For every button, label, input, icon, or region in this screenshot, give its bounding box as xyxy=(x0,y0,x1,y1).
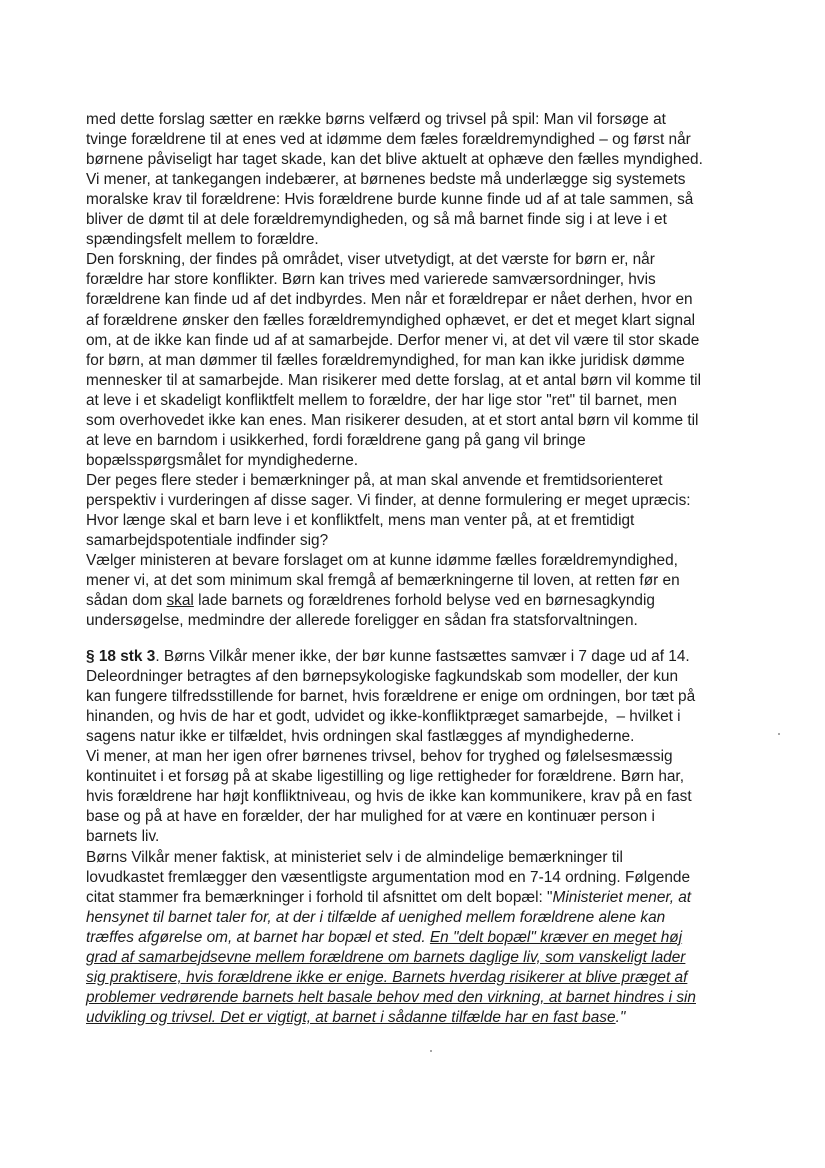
text-segment: børnene påviseligt har taget skade, kan det blive aktuelt at ophæve den fælles myndighed. xyxy=(86,151,703,169)
text-segment: træffes afgørelse om, at barnet har bopæl et sted. xyxy=(86,928,430,946)
text-segment: kontinuitet i et forsøg på at skabe ligestilling og lige rettigheder for forældrene. Børn har, xyxy=(86,768,684,786)
text-segment: Den forskning, der findes på området, viser utvetydigt, at det værste for børn er, når xyxy=(86,251,655,269)
text-line xyxy=(86,948,685,968)
text-segment: Hvor længe skal et barn leve i et konfliktfelt, mens man venter på, at et fremtidigt xyxy=(86,512,635,529)
text-line xyxy=(86,787,692,807)
text-line xyxy=(86,130,691,150)
text-line xyxy=(86,767,684,787)
text-segment: sagens natur ikke er tilfældet, hvis ordningen skal fastlægges af myndighederne. xyxy=(86,728,635,746)
text-line xyxy=(86,747,673,767)
text-segment: Vi mener, at man her igen ofrer børnenes trivsel, behov for tryghed og følelsesmæssig xyxy=(86,748,673,766)
text-line xyxy=(86,491,691,511)
text-segment: base og på at have en forælder, der har mulighed for at være en kontinuær person i xyxy=(86,808,655,826)
text-line xyxy=(86,371,701,391)
text-segment: tvinge forældrene til at enes ved at idømme dem fæles forældremyndighed – og først når xyxy=(86,131,691,149)
text-line xyxy=(86,928,682,948)
text-segment: bliver de dømt til at dele forældremyndigheden, og så må barnet finde sig i at leve i et xyxy=(86,211,667,229)
text-line xyxy=(86,968,687,988)
text-segment: Der peges flere steder i bemærkninger på, at man skal anvende et fremtidsorienteret xyxy=(86,471,663,489)
text-segment: kan fungere tilfredsstillende for barnet, hvis forældrene er enige om ordningen, bor tæt på xyxy=(86,688,696,706)
scan-speck xyxy=(778,733,780,735)
text-line xyxy=(86,611,638,631)
text-segment: moralske krav til forældrene: Hvis forældrene burde kunne finde ud af at tale sammen, så xyxy=(86,191,694,209)
scan-speck xyxy=(430,1050,432,1052)
text-segment: samarbejdspotentiale indfinder sig? xyxy=(86,532,329,550)
text-line xyxy=(86,647,690,667)
text-line xyxy=(86,431,586,451)
text-segment: mennesker til at samarbejde. Man risikerer med dette forslag, at et antal børn vil komme til xyxy=(86,371,702,389)
text-segment: skal xyxy=(166,592,194,610)
text-line xyxy=(86,150,703,170)
text-segment: perspektiv i vurderingen af disse sager. Vi finder, at denne formulering er meget upræcis: xyxy=(86,491,691,509)
text-segment: som overhovedet ikke kan enes. Man risikerer desuden, at et stort antal børn vil komme til xyxy=(86,411,699,429)
text-line xyxy=(86,687,695,707)
text-line xyxy=(86,707,681,727)
text-segment: En "delt bopæl" kræver en meget høj xyxy=(429,928,683,946)
text-segment: med dette forslag sætter en række børns velfærd og trivsel på spil: Man vil forsøge at xyxy=(86,111,666,128)
text-line xyxy=(86,331,699,351)
text-segment: ." xyxy=(615,1008,626,1026)
text-segment: . Børns Vilkår mener ikke, der bør kunne fastsættes samvær i 7 dage ud af 14. xyxy=(155,648,690,665)
text-line xyxy=(86,591,655,611)
text-line xyxy=(86,451,358,471)
text-segment: spændingsfelt mellem to forældre. xyxy=(86,231,319,249)
text-segment: sig praktisere, hvis forældrene ikke er enige. Barnets hverdag risikerer at blive præget af xyxy=(86,968,688,986)
text-line xyxy=(86,311,695,331)
text-line xyxy=(86,888,691,908)
text-segment: § 18 stk 3 xyxy=(86,648,156,665)
text-segment: lade barnets og forældrenes forhold belyse ved en børnesagkyndig xyxy=(193,592,655,610)
text-segment: af forældrene ønsker den fælles forældremyndighed ophævet, er det et meget klart signal xyxy=(86,311,696,329)
text-segment: for børn, at man dømmer til fælles forældremyndighed, for man kan ikke juridisk dømme xyxy=(86,351,685,369)
text-line xyxy=(86,270,656,290)
text-segment: citat stammer fra bemærkninger i forhold til afsnittet om delt bopæl: " xyxy=(86,888,553,906)
text-line xyxy=(86,230,319,250)
text-segment: om, at de ikke kan finde ud af at samarbejde. Derfor mener vi, at det vil være til stor skade xyxy=(86,331,700,349)
text-line xyxy=(86,170,685,190)
text-segment: Vi mener, at tankegangen indebærer, at børnenes bedste må underlægge sig systemets xyxy=(86,171,686,189)
text-segment: forældre har store konflikter. Børn kan trives med varierede samværsordninger, hvis xyxy=(86,271,656,289)
text-line xyxy=(86,908,665,928)
text-line xyxy=(86,110,666,130)
text-segment: grad af samarbejdsevne mellem forældrene om barnets daglige liv, som vanskeligt lader xyxy=(86,948,686,966)
text-segment: mener vi, at det som minimum skal fremgå af bemærkningerne til loven, at retten før en xyxy=(86,572,680,590)
text-line xyxy=(86,1008,625,1028)
text-segment: udvikling og trivsel. Det er vigtigt, at barnet i sådanne tilfælde har en fast base xyxy=(86,1008,616,1026)
text-line xyxy=(86,250,655,270)
text-line xyxy=(86,411,698,431)
text-line xyxy=(86,807,655,827)
text-segment: problemer vedrørende barnets helt basale behov med den virkning, at barnet hindres i sin xyxy=(86,988,696,1006)
text-segment: Børns Vilkår mener faktisk, at ministeriet selv i de almindelige bemærkninger til xyxy=(86,848,623,866)
text-segment: at leve en barndom i usikkerhed, fordi forældrene gang på gang vil bringe xyxy=(86,431,586,449)
text-segment: hvis forældrene har højt konfliktniveau, og hvis de ikke kan kommunikere, krav på en fast xyxy=(86,788,692,806)
text-line xyxy=(86,210,667,230)
text-segment: bopælsspørgsmålet for myndighederne. xyxy=(86,451,359,469)
text-segment: at leve i et skadeligt konfliktfelt mellem to forældre, der har lige stor "ret" til barnet, men xyxy=(86,391,677,409)
text-line xyxy=(86,848,623,868)
text-line xyxy=(86,531,328,551)
text-line xyxy=(86,391,677,411)
text-line xyxy=(86,868,690,888)
text-segment: sådan dom xyxy=(86,592,167,610)
text-line xyxy=(86,571,680,591)
text-line xyxy=(86,727,634,747)
text-line xyxy=(86,471,663,491)
text-segment: undersøgelse, medmindre der allerede foreligger en sådan fra statsforvaltningen. xyxy=(86,612,638,630)
text-segment: Ministeriet mener, at xyxy=(552,888,692,906)
text-line xyxy=(86,667,678,687)
text-segment: Deleordninger betragtes af den børnepsykologiske fagkundskab som modeller, der kun xyxy=(86,668,679,686)
text-line xyxy=(86,827,159,847)
text-segment: hensynet til barnet taler for, at der i tilfælde af uenighed mellem forældrene alene kan xyxy=(86,908,666,926)
text-segment: barnets liv. xyxy=(86,828,160,846)
text-line xyxy=(86,351,685,371)
text-line xyxy=(86,988,696,1008)
text-segment: hinanden, og hvis de har et godt, udvidet og ikke-konfliktpræget samarbejde, – hvilket i xyxy=(86,708,681,726)
text-segment: lovudkastet fremlægger den væsentligste argumentation mod en 7-14 ordning. Følgende xyxy=(86,868,690,886)
text-line xyxy=(86,551,678,571)
text-segment: forældrene kan finde ud af det indbyrdes. Men når et forældrepar er nået derhen, hvor en xyxy=(86,291,693,309)
text-line xyxy=(86,290,693,310)
text-segment: Vælger ministeren at bevare forslaget om at kunne idømme fælles forældremyndighed, xyxy=(86,552,678,570)
text-line xyxy=(86,190,693,210)
text-line xyxy=(86,511,634,531)
